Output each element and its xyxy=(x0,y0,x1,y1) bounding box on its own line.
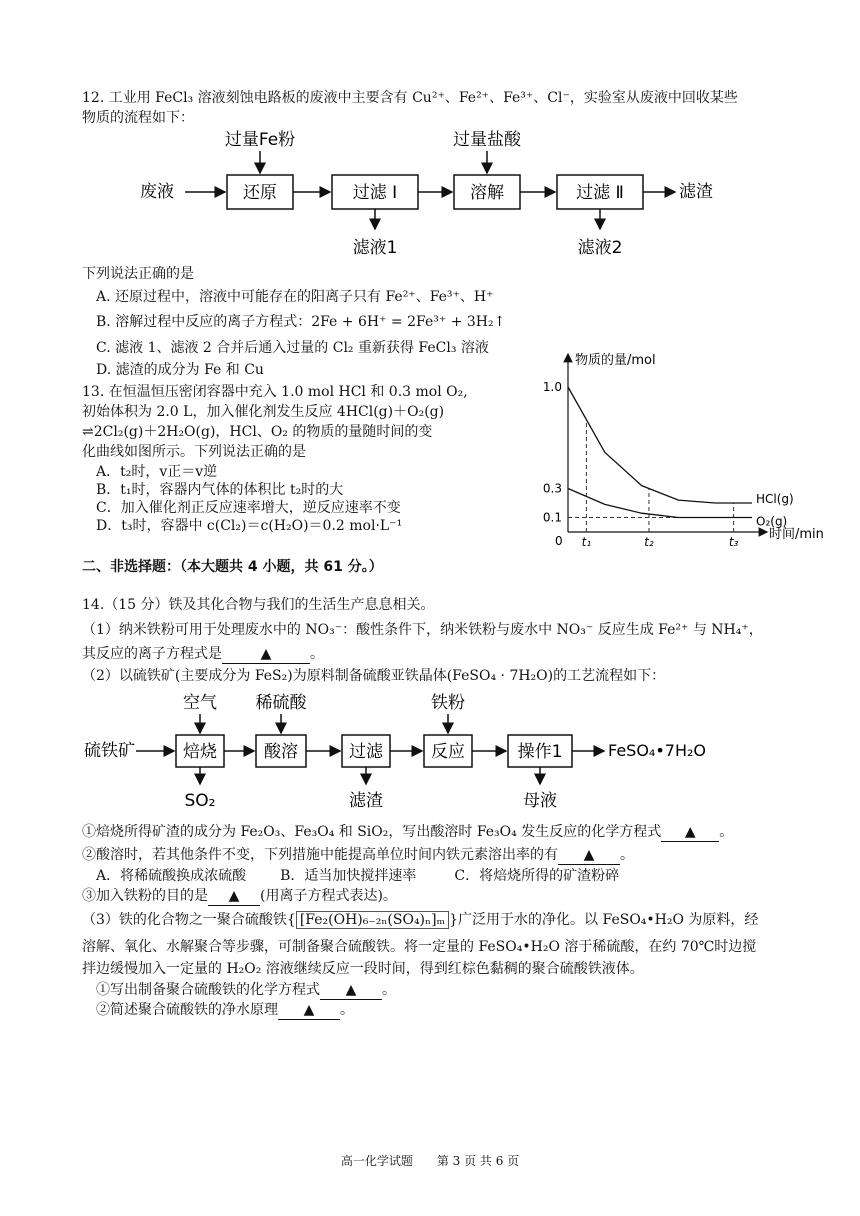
q12-prompt: 下列说法正确的是 xyxy=(82,266,194,282)
blank-triangle-icon: ▲ xyxy=(260,646,272,662)
flow2-input-label: 硫铁矿 xyxy=(84,741,135,761)
flow2-so2-label: SO₂ xyxy=(184,791,216,811)
q14-part3-text-a: （3）铁的化合物之一聚合硫酸铁{ xyxy=(82,912,296,928)
q14-part1-line2 xyxy=(82,644,782,666)
q14-part2-option-c: C．将焙烧所得的矿渣粉碎 xyxy=(454,868,620,884)
q14-part2-q2 xyxy=(82,845,782,867)
flow-reagent1-label: 过量Fe粉 xyxy=(224,130,296,150)
blank-triangle-icon: ▲ xyxy=(228,888,240,904)
flow-output-label: 滤渣 xyxy=(679,182,713,202)
answer-blank-3[interactable] xyxy=(558,847,620,865)
blank-triangle-icon: ▲ xyxy=(345,982,357,998)
flow-reagent2-label: 过量盐酸 xyxy=(453,130,521,150)
q13-option-a: A．t₂时，v正＝v逆 xyxy=(96,464,218,480)
chart-y-tick-label: 0.1 xyxy=(542,510,562,525)
flow-filtrate1-label: 滤液1 xyxy=(352,238,398,258)
chart-series-label: O₂(g) xyxy=(756,514,788,529)
q14-part2-q2-text: ②酸溶时，若其他条件不变，下列措施中能提高单位时间内铁元素溶出率的有 xyxy=(82,847,558,863)
q14-part1-end: 。 xyxy=(310,646,324,662)
q12-option-b: B. 溶解过程中反应的离子方程式：2Fe + 6H⁺ = 2Fe³⁺ + 3H₂↑ xyxy=(96,314,506,330)
flow2-box-filter-label: 过滤 xyxy=(349,742,383,762)
flow2-box-roast-label: 焙烧 xyxy=(183,742,217,762)
q14-part2-q3 xyxy=(82,886,782,908)
chart-ylabel: 物质的量/mol xyxy=(575,353,656,368)
q14-part3-line2: 溶解、氧化、水解聚合等步骤，可制备聚合硫酸铁。将一定量的 FeSO₄•H₂O 溶于稀硫酸，在约 70℃时边搅 xyxy=(82,939,757,955)
flow-box-reduce-label: 还原 xyxy=(243,183,277,203)
q14-flow-diagram xyxy=(82,688,762,812)
chart-xlabel: 时间/min xyxy=(769,527,824,542)
q14-part3-line3: 拌边缓慢加入一定量的 H₂O₂ 溶液继续反应一段时间，得到红棕色黏稠的聚合硫酸铁液体。 xyxy=(82,961,644,977)
flow2-acid-label: 稀硫酸 xyxy=(255,693,307,713)
flow-input-label: 废液 xyxy=(140,182,174,202)
blank-triangle-icon: ▲ xyxy=(303,1002,315,1018)
q13-stem-line4: 化曲线如图所示。下列说法正确的是 xyxy=(82,444,306,460)
blank-triangle-icon: ▲ xyxy=(583,847,595,863)
page-footer: 高一化学试题 第 3 页 共 6 页 xyxy=(340,1154,520,1168)
answer-blank-2[interactable] xyxy=(661,824,719,842)
q13-stem-line2: 初始体积为 2.0 L，加入催化剂发生反应 4HCl(g)＋O₂(g) xyxy=(82,404,445,420)
q14-part3-q2 xyxy=(96,1000,796,1022)
q14-part2-option-a: A．将稀硫酸换成浓硫酸 xyxy=(96,868,247,884)
q14-part3-q1-text: ①写出制备聚合硫酸铁的化学方程式 xyxy=(96,982,320,998)
chart-x-tick-label: t₂ xyxy=(644,535,654,549)
section2-heading: 二、非选择题：（本大题共 4 小题，共 61 分。） xyxy=(82,559,383,575)
q12-flow-diagram xyxy=(130,125,730,265)
answer-blank-1[interactable] xyxy=(222,646,310,664)
flow2-iron-label: 铁粉 xyxy=(431,693,465,713)
flow2-residue-label: 滤渣 xyxy=(349,791,383,811)
chart-x-tick-label: t₃ xyxy=(728,535,739,549)
q14-part1-line1: （1）纳米铁粉可用于处理废水中的 NO₃⁻：酸性条件下，纳米铁粉与废水中 NO₃⁻ 反应生成 Fe²⁺ 与 NH₄⁺， xyxy=(82,622,763,638)
q14-part1-text: 其反应的离子方程式是 xyxy=(82,646,222,662)
chart-y-tick-label: 1.0 xyxy=(542,380,562,394)
q14-part3-q1 xyxy=(96,980,796,1002)
flow2-mother-label: 母液 xyxy=(523,791,557,811)
q14-part2-q3-end: (用离子方程式表达)。 xyxy=(260,888,397,904)
q14-part2-q2-options xyxy=(96,866,796,888)
blank-triangle-icon: ▲ xyxy=(684,824,696,840)
q13-chart xyxy=(535,350,840,550)
q12-option-c: C. 滤液 1、滤液 2 合并后通入过量的 Cl₂ 重新获得 FeCl₃ 溶液 xyxy=(96,340,489,356)
flow-box-dissolve-label: 溶解 xyxy=(470,183,504,203)
q13-option-d: D．t₃时，容器中 c(Cl₂)＝c(H₂O)＝0.2 mol·L⁻¹ xyxy=(96,518,403,534)
q14-part3-q2-text: ②简述聚合硫酸铁的净水原理 xyxy=(96,1002,278,1018)
answer-blank-6[interactable] xyxy=(278,1002,340,1020)
q13-option-b: B．t₁时，容器内气体的体积比 t₂时的大 xyxy=(96,482,344,498)
q14-part2-q3-text: ③加入铁粉的目的是 xyxy=(82,888,208,904)
flow-box-filter2-label: 过滤 Ⅱ xyxy=(576,183,624,203)
q12-stem-line1: 12. 工业用 FeCl₃ 溶液刻蚀电路板的废液中主要含有 Cu²⁺、Fe²⁺、Fe³⁺、Cl⁻，实验室从废液中回收某些 xyxy=(82,90,738,106)
q14-part2-intro: （2）以硫铁矿(主要成分为 FeS₂)为原料制备硫酸亚铁晶体(FeSO₄ · 7H₂O)的工艺流程如下： xyxy=(82,668,666,684)
flow2-box-react-label: 反应 xyxy=(431,742,465,762)
chart-series-line xyxy=(568,387,752,503)
q14-part3-line1 xyxy=(82,910,782,932)
q12-stem-line2: 物质的流程如下： xyxy=(82,110,194,126)
q12-option-a: A. 还原过程中，溶液中可能存在的阳离子只有 Fe²⁺、Fe³⁺、H⁺ xyxy=(96,289,494,305)
q12-option-d: D. 滤渣的成分为 Fe 和 Cu xyxy=(96,362,264,378)
q14-part3-text-b: }广泛用于水的净化。以 FeSO₄•H₂O 为原料，经 xyxy=(449,912,759,928)
chart-x-tick-label: t₁ xyxy=(581,535,592,549)
q14-part3-q1-end: 。 xyxy=(382,982,396,998)
q13-stem-line3: ⇌2Cl₂(g)＋2H₂O(g)，HCl、O₂ 的物质的量随时间的变 xyxy=(82,424,433,440)
q13-stem-line1: 13. 在恒温恒压密闭容器中充入 1.0 mol HCl 和 0.3 mol O₂, xyxy=(82,384,468,400)
q13-option-c: C．加入催化剂正反应速率增大，逆反应速率不变 xyxy=(96,500,401,516)
chart-origin-label: 0 xyxy=(555,534,563,548)
flow2-box-acid-label: 酸溶 xyxy=(264,742,298,762)
flow2-box-op1-label: 操作1 xyxy=(517,742,563,762)
q14-part2-option-b: B．适当加快搅拌速率 xyxy=(280,868,417,884)
flow-box-filter1-label: 过滤 Ⅰ xyxy=(352,183,398,203)
answer-blank-5[interactable] xyxy=(320,982,382,1000)
chart-y-tick-label: 0.3 xyxy=(542,481,562,496)
flow2-air-label: 空气 xyxy=(183,693,217,713)
q14-stem: 14.（15 分）铁及其化合物与我们的生活生产息息相关。 xyxy=(82,597,435,613)
q14-part2-q2-end: 。 xyxy=(620,847,634,863)
flow-filtrate2-label: 滤液2 xyxy=(577,238,623,258)
q14-part2-q1-text: ①焙烧所得矿渣的成分为 Fe₂O₃、Fe₃O₄ 和 SiO₂，写出酸溶时 Fe₃O₄ 发生反应的化学方程式 xyxy=(82,824,662,840)
chart-series-label: HCl(g) xyxy=(756,492,794,506)
flow2-product-label: FeSO₄•7H₂O xyxy=(608,741,706,760)
answer-blank-4[interactable] xyxy=(208,888,260,906)
q14-part3-q2-end: 。 xyxy=(340,1002,354,1018)
q14-part2-q1 xyxy=(82,822,782,844)
polymeric-ferric-sulfate-formula: [Fe₂(OH)₆₋₂ₙ(SO₄)ₙ]ₘ xyxy=(296,911,449,929)
q14-part2-q1-end: 。 xyxy=(719,824,734,840)
